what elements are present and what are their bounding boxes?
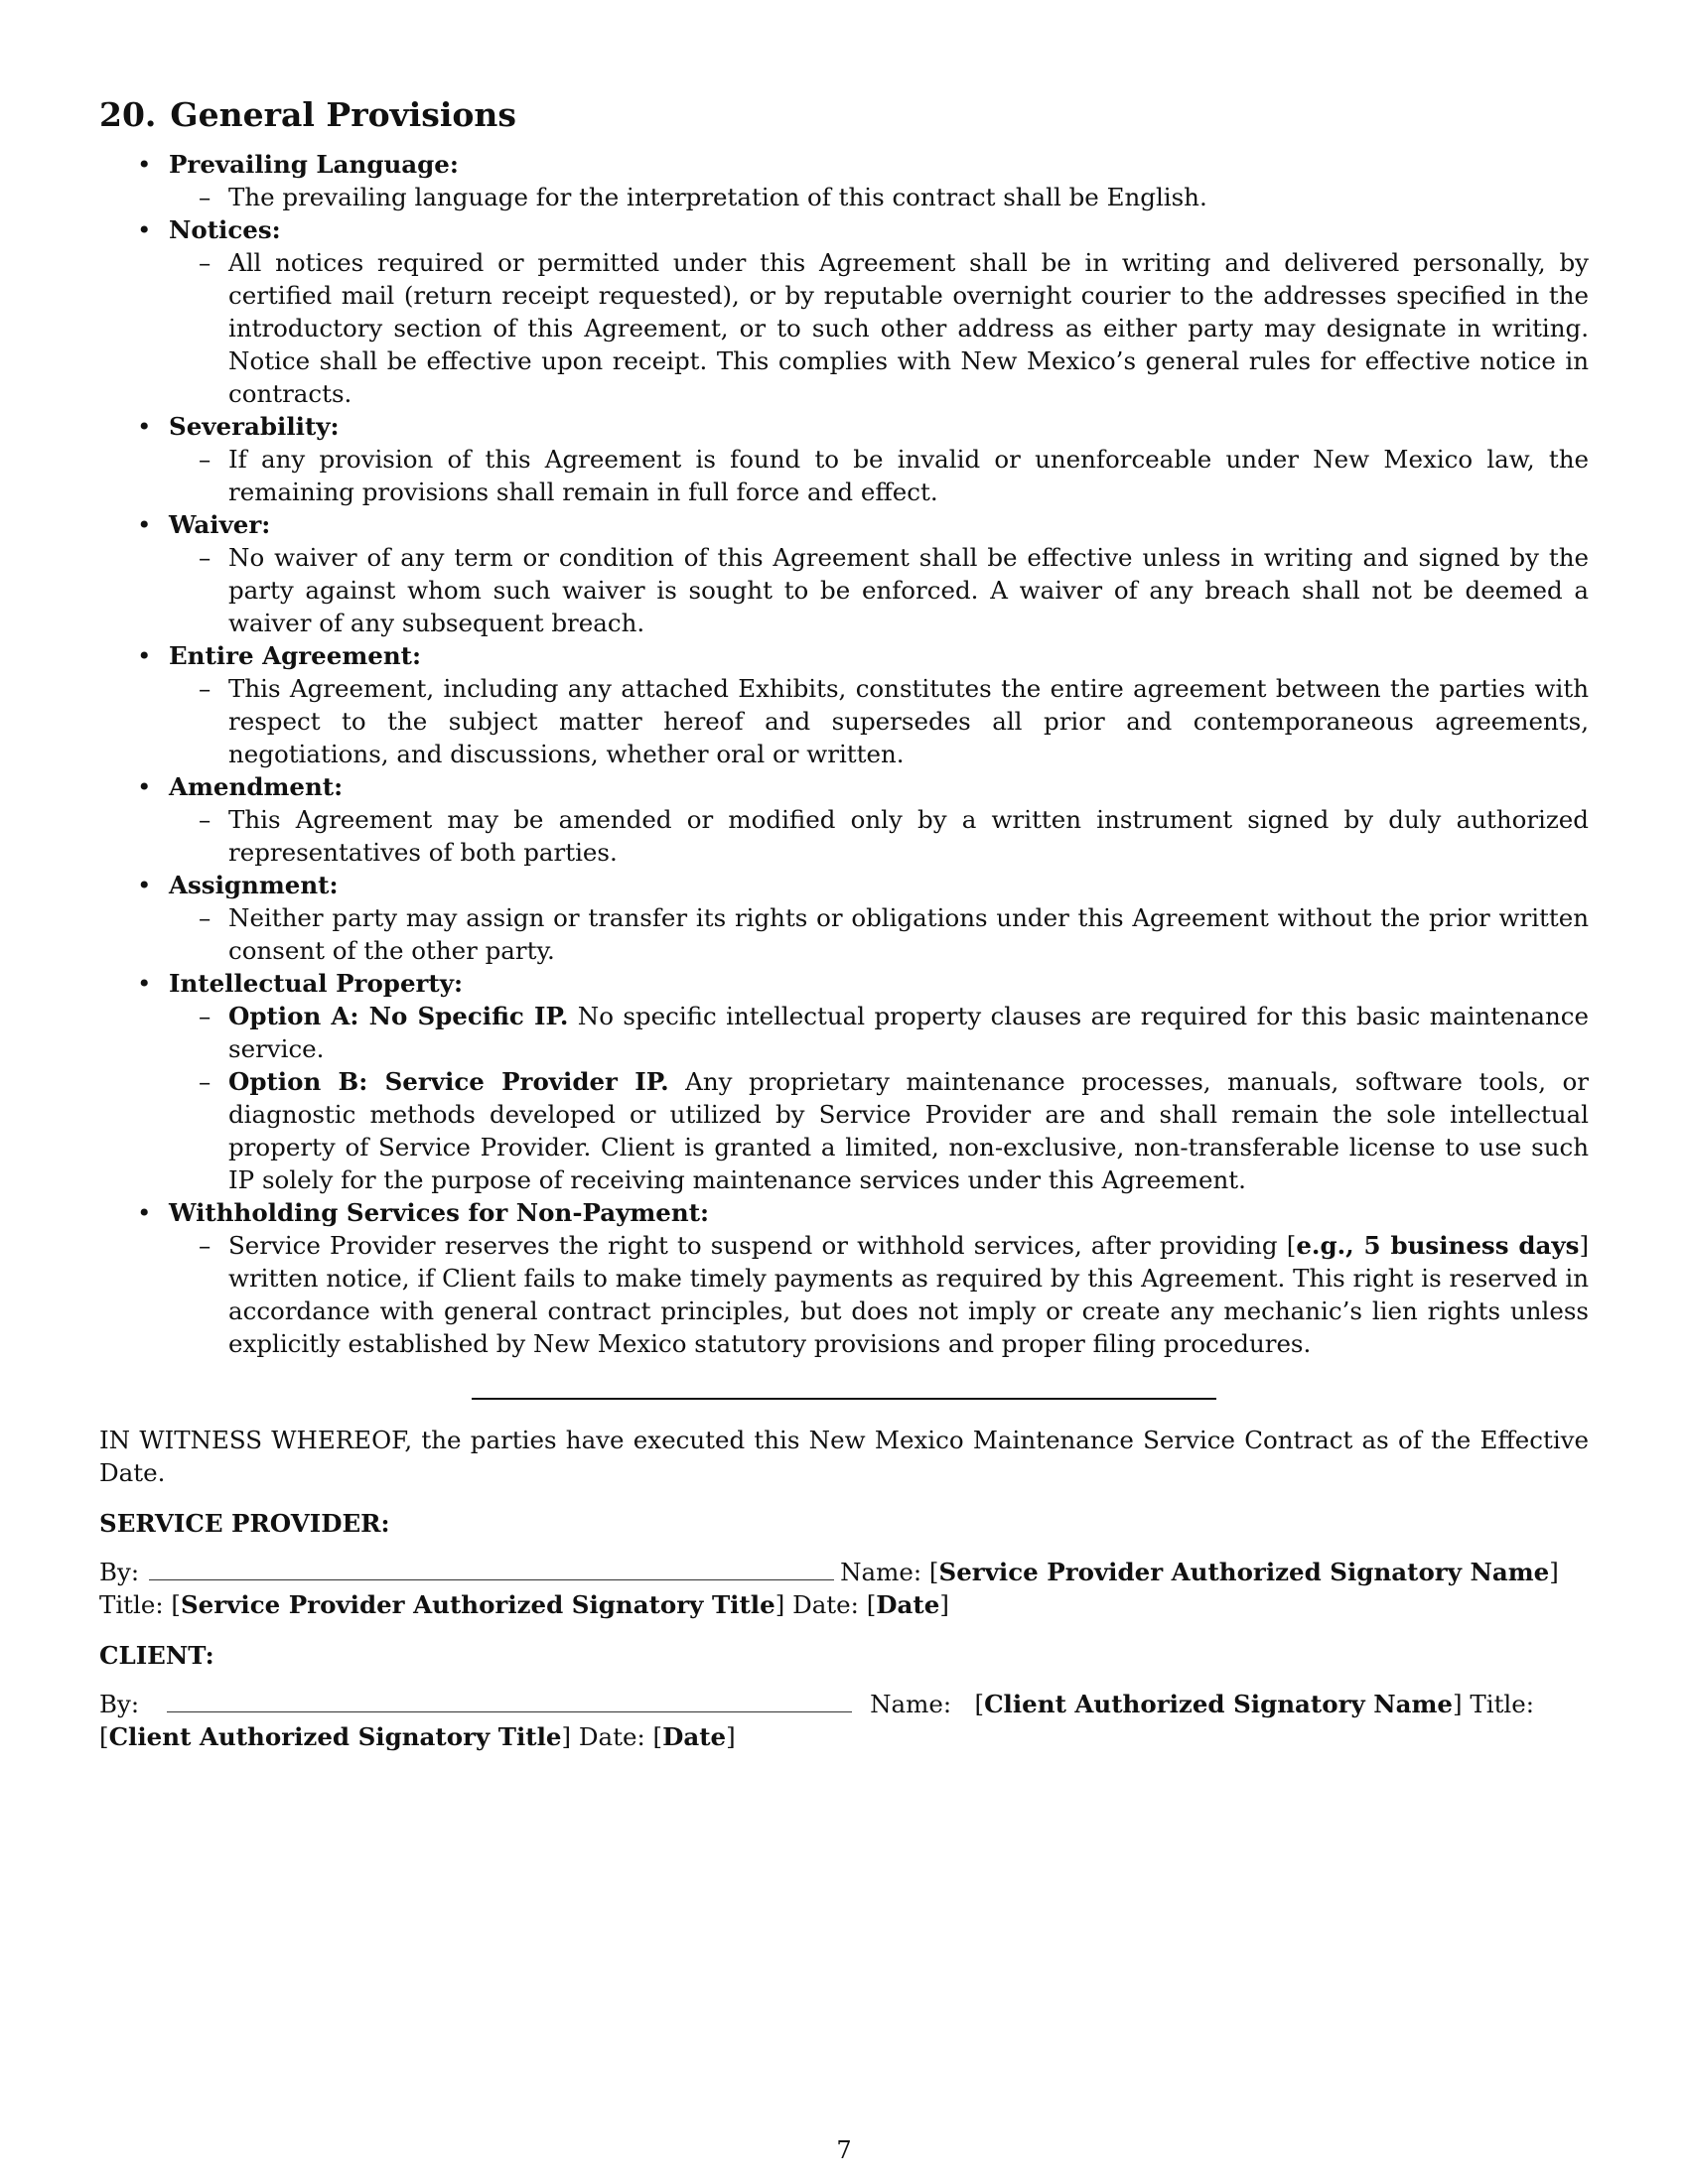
provision-intellectual-property	[99, 967, 1589, 1196]
provision-amendment	[99, 770, 1589, 869]
ip-option-a	[169, 1000, 1589, 1065]
provision-severability	[99, 410, 1589, 508]
provision-heading: • Severability:	[169, 412, 340, 441]
date-value: Date	[662, 1722, 727, 1751]
withholding-text-before: Service Provider reserves the right to suspend or withhold services, after providing	[228, 1231, 1287, 1260]
provision-heading: • Amendment:	[169, 772, 344, 801]
divider-rule	[472, 1398, 1216, 1400]
provisions-list	[99, 148, 1589, 1360]
provision-entire-agreement	[99, 639, 1589, 770]
document-page	[99, 94, 1589, 1753]
title-value: Service Provider Authorized Signatory Title	[180, 1590, 775, 1619]
provision-heading: • Prevailing Language:	[169, 150, 459, 179]
provision-withholding	[99, 1196, 1589, 1360]
service-provider-heading: SERVICE PROVIDER:	[99, 1509, 390, 1538]
by-label: By:	[99, 1558, 140, 1586]
date-value: Date	[876, 1590, 940, 1619]
section-title: General Provisions	[170, 95, 517, 134]
witness-statement: IN WITNESS WHEREOF, the parties have executed this New Mexico Maintenance Service Contract as of the Effective Date.	[99, 1426, 1589, 1487]
ip-option-a-lead: Option A: No Specific IP.	[228, 1002, 569, 1030]
provision-text: – Neither party may assign or transfer its rights or obligations under this Agreement without the prior written consent of the other party.	[169, 901, 1589, 967]
provision-text: – If any provision of this Agreement is found to be invalid or unenforceable under New Mexico law, the remaining provisions shall remain in full force and effect.	[169, 443, 1589, 508]
provision-text: – The prevailing language for the interpretation of this contract shall be English.	[169, 181, 1589, 213]
title-value: Client Authorized Signatory Title	[108, 1722, 562, 1751]
ip-option-b-lead: Option B: Service Provider IP.	[228, 1067, 669, 1096]
provision-text: – This Agreement may be amended or modified only by a written instrument signed by duly authorized representatives of both parties.	[169, 803, 1589, 869]
provision-heading: • Intellectual Property:	[169, 969, 464, 998]
provision-waiver	[99, 508, 1589, 639]
provision-text: – All notices required or permitted under this Agreement shall be in writing and delivered personally, by certified mail (return receipt requested), or by reputable overnight courier to the addresses specified in the introductory section of this Agreement, or to such other address as either party may designate in writing. Notice shall be effective upon receipt. This complies with New Mexico’s general rules for effective notice in contracts.	[169, 246, 1589, 410]
provision-heading: • Withholding Services for Non-Payment:	[169, 1198, 710, 1227]
section-number: 20.	[99, 95, 157, 134]
client-signature-block: By: Name: [Client Authorized Signatory Name] Title: [Client Authorized Signatory Title] Date: [Date]	[99, 1690, 1535, 1751]
ip-option-b-text: Any proprietary maintenance processes, manuals, software tools, or diagnostic methods developed or utilized by Service Provider are and shall remain the sole intellectual property of Service Provider. Client is granted a limited, non-exclusive, non-transferable license to use such IP solely for the purpose of receiving maintenance services under this Agreement.	[228, 1067, 1589, 1194]
provision-text: – No waiver of any term or condition of this Agreement shall be effective unless in writing and signed by the party against whom such waiver is sought to be enforced. A waiver of any breach shall not be deemed a waiver of any subsequent breach.	[169, 541, 1589, 639]
signature-line	[167, 1690, 852, 1712]
name-label: Name:	[870, 1690, 952, 1718]
withholding-text-after: written notice, if Client fails to make timely payments as required by this Agreement. This right is reserved in accordance with general contract principles, but does not imply or create any mechanic’s lien rights unless explicitly established by New Mexico statutory provisions and proper filing procedures.	[228, 1264, 1589, 1358]
name-label: Name:	[840, 1558, 922, 1586]
section-heading	[99, 94, 1589, 136]
provision-text: – Service Provider reserves the right to suspend or withhold services, after providing [e.g., 5 business days] written notice, if Client fails to make timely payments as required by this Agreement. This right is reserved in accordance with general contract principles, but does not imply or create any mechanic’s lien rights unless explicitly established by New Mexico statutory provisions and proper filing procedures.	[169, 1229, 1589, 1360]
client-heading: CLIENT:	[99, 1641, 214, 1670]
provision-heading: • Assignment:	[169, 871, 339, 899]
name-value: Client Authorized Signatory Name	[984, 1690, 1454, 1718]
provision-assignment	[99, 869, 1589, 967]
provision-heading: • Notices:	[169, 215, 281, 244]
title-label: Title:	[99, 1590, 164, 1619]
date-label: Date:	[792, 1590, 859, 1619]
provision-notices	[99, 213, 1589, 410]
date-label: Date:	[578, 1722, 645, 1751]
ip-option-a-text: No specific intellectual property clauses are required for this basic maintenance service.	[228, 1002, 1589, 1063]
provision-heading: • Entire Agreement:	[169, 641, 422, 670]
ip-option-b	[169, 1065, 1589, 1196]
service-provider-signature-block: By: Name: [Service Provider Authorized Signatory Name] Title: [Service Provider Authorized Signatory Title] Date: [Date]	[99, 1558, 1559, 1619]
by-label: By:	[99, 1690, 140, 1718]
page-number: 7	[836, 2136, 852, 2164]
name-value: Service Provider Authorized Signatory Name	[938, 1558, 1550, 1586]
signature-line	[149, 1558, 834, 1580]
provision-prevailing-language	[99, 148, 1589, 213]
provision-heading: • Waiver:	[169, 510, 271, 539]
title-label: Title:	[1470, 1690, 1535, 1718]
notice-period-placeholder: e.g., 5 business days	[1296, 1231, 1580, 1260]
provision-text: – This Agreement, including any attached Exhibits, constitutes the entire agreement between the parties with respect to the subject matter hereof and supersedes all prior and contemporaneous agreements, negotiations, and discussions, whether oral or written.	[169, 672, 1589, 770]
